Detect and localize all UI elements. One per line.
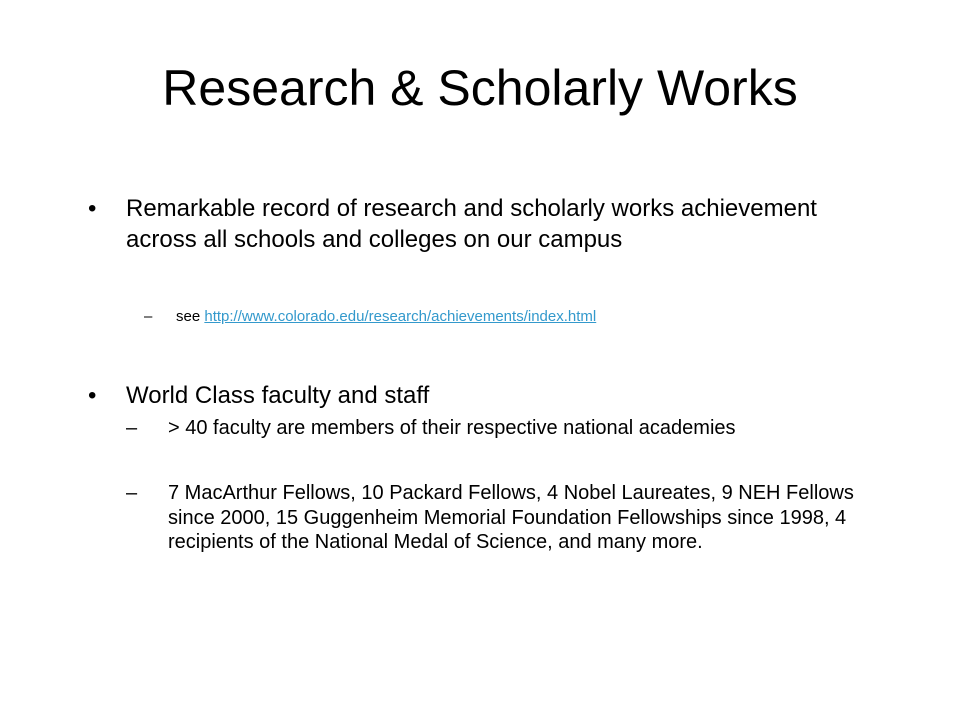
bullet-text: World Class faculty and staff [126,382,430,409]
sub-bullet-academies [126,416,896,441]
sub-bullet-marker: – [126,482,138,504]
see-prefix: see [176,308,205,325]
sub-bullet-text: 7 MacArthur Fellows, 10 Packard Fellows, 4 Nobel Laureates, 9 NEH Fellows since 2000, 15 Guggenheim Memorial Foundation Fellowships since 1998, 4 recipients of the National Medal of Science, and many more. [168,482,854,553]
bullet-marker: • [88,195,97,222]
bullet-marker: • [88,382,97,409]
sub-bullet-text: > 40 faculty are members of their respective national academies [168,417,736,439]
sub-bullet-marker: – [126,417,138,439]
sub-bullet-see-link [144,306,844,328]
slide-title: Research & Scholarly Works [162,60,798,116]
sub-bullet-marker: – [144,308,153,325]
bullet-text: Remarkable record of research and scholarly works achievement across all schools and colleges on our campus [126,195,817,253]
achievements-link[interactable]: http://www.colorado.edu/research/achievements/index.html [204,308,597,325]
sub-bullet-fellows [126,481,896,555]
sub-bullet-text [176,306,596,328]
bullet-item-research-record [88,194,878,255]
bullet-item-world-class-faculty [88,378,878,414]
